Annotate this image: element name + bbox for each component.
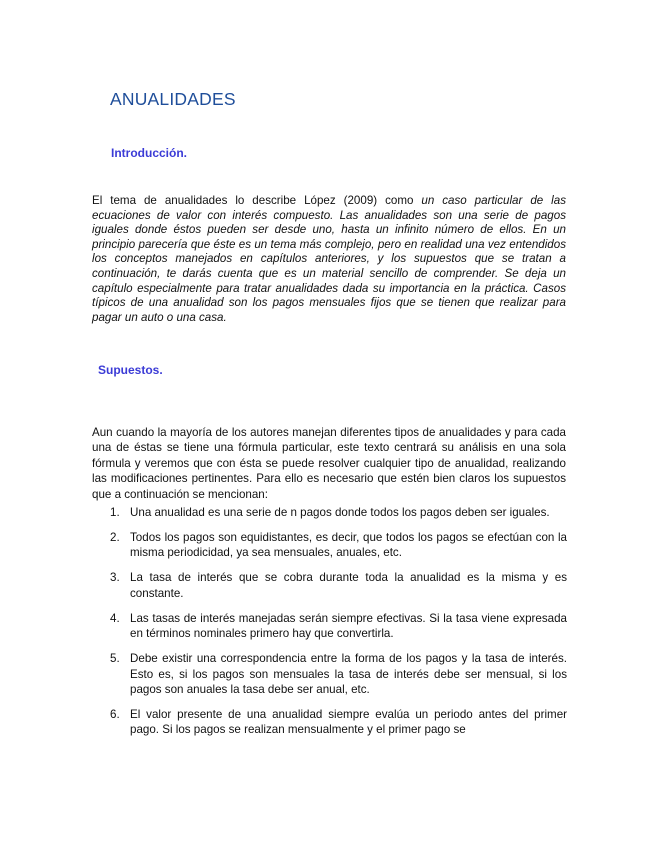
supuestos-heading: Supuestos. [98,363,163,377]
list-item-text: La tasa de interés que se cobra durante toda la anualidad es la misma y es constante. [130,571,567,600]
page-title: ANUALIDADES [110,89,236,109]
list-item-number: 5. [110,652,120,666]
list-item [96,505,567,520]
list-item [96,611,567,642]
intro-text-plain: El tema de anualidades lo describe López (2009) como [92,194,422,207]
list-item-text: El valor presente de una anualidad siempre evalúa un periodo antes del primer pago. Si los pagos se realizan mensualmente y el primer pago se [130,708,567,737]
supuestos-list [96,505,567,747]
list-item [96,707,567,738]
list-item [96,570,567,601]
intro-paragraph [92,194,566,325]
list-item-number: 6. [110,708,120,722]
list-item-text: Debe existir una correspondencia entre la forma de los pagos y la tasa de interés. Esto es, si los pagos son mensuales la tasa de interés debe ser mensual, si los pagos son anuales la tasa debe ser anual, etc. [130,652,567,697]
intro-text-italic: un caso particular de las ecuaciones de valor con interés compuesto. Las anualidades son una serie de pagos iguales donde éstos pueden ser desde uno, hasta un infinito número de ellos. En un principio parecería que éste es un tema más complejo, pero en realidad una vez entendidos los conceptos manejados en capítulos anteriores, y los supuestos que se tratan a continuación, te darás cuenta que es un material sencillo de comprender. Se deja un capítulo especialmente para tratar anualidades dada su importancia en la práctica. Casos típicos de una anualidad son los pagos mensuales fijos que se tienen que realizar para pagar un auto o una casa. [92,194,566,324]
list-item-text: Las tasas de interés manejadas serán siempre efectivas. Si la tasa viene expresada en términos nominales primero hay que convertirla. [130,611,567,641]
list-item-number: 2. [110,531,120,544]
supuestos-paragraph: Aun cuando la mayoría de los autores manejan diferentes tipos de anualidades y para cada una de éstas se tiene una fórmula particular, este texto centrará su análisis en una sola fórmula y veremos que con ésta se puede resolver cualquier tipo de anualidad, realizando las modificaciones pertinentes. Para ello es necesario que estén bien claros los supuestos que a continuación se mencionan: [92,426,566,501]
list-item [96,651,567,697]
list-item-number: 4. [110,611,120,625]
intro-heading: Introducción. [111,146,187,160]
list-item-text: Una anualidad es una serie de n pagos donde todos los pagos deben ser iguales. [130,506,550,519]
list-item-text: Todos los pagos son equidistantes, es decir, que todos los pagos se efectúan con la misma periodicidad, ya sea mensuales, anuales, etc. [130,531,567,560]
list-item [96,530,567,561]
list-item-number: 3. [110,571,120,585]
list-item-number: 1. [110,506,120,519]
